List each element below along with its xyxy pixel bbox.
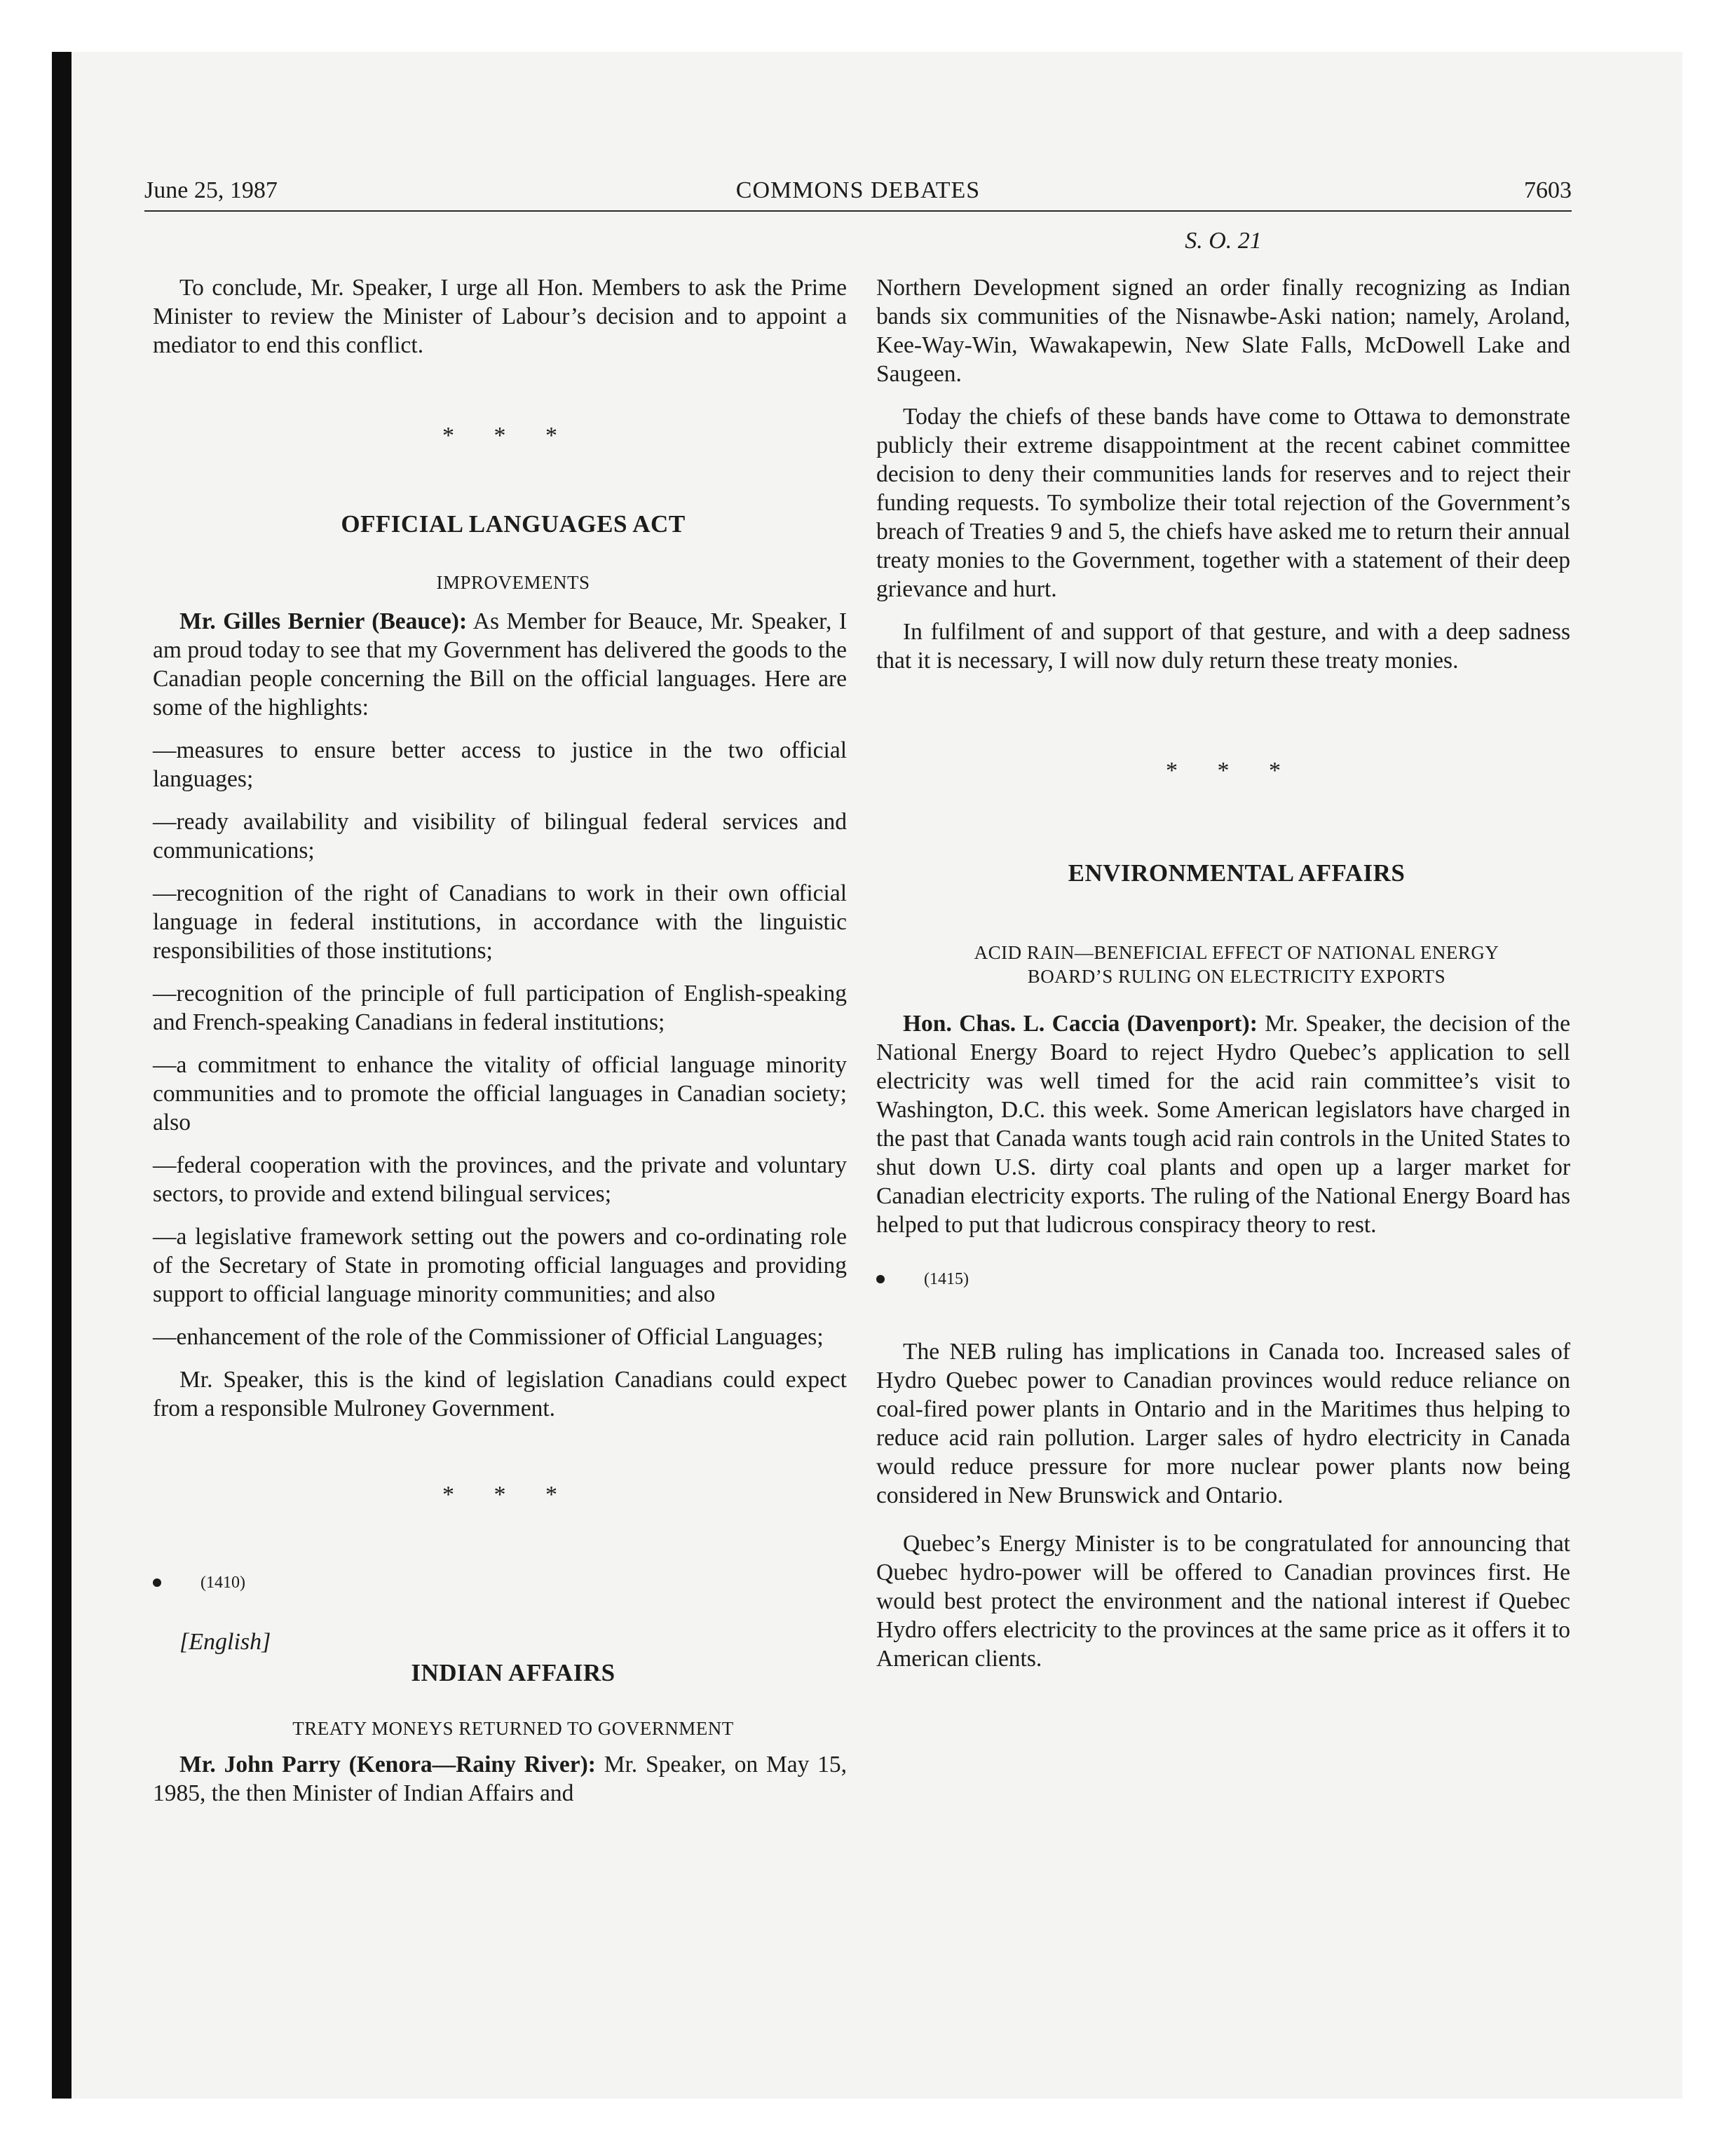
- section-heading-official-languages: OFFICIAL LANGUAGES ACT: [341, 510, 686, 538]
- speech-text: Mr. Speaker, on May 15, 1985, the then Minister of Indian Affairs and: [153, 1752, 848, 1806]
- header-title: COMMONS DEBATES: [735, 177, 981, 203]
- highlight-item: —enhancement of the role of the Commissioner of Official Languages;: [153, 1324, 824, 1350]
- section-heading-indian-affairs: INDIAN AFFAIRS: [411, 1659, 615, 1686]
- paragraph: Quebec’s Energy Minister is to be congratulated for announcing that Quebec hydro-power will be offered to Canadian provinces first. He would best protect the environment and the national interest if Quebec Hydro offers electricity to the provinces at the same price as it offers it to American clients.: [876, 1531, 1570, 1672]
- time-marker: [153, 1571, 847, 1595]
- intro-paragraph: To conclude, Mr. Speaker, I urge all Hon. Members to ask the Prime Minister to review the Minister of Labour’s decision and to appoint a mediator to end this conflict.: [153, 275, 847, 358]
- speech-paragraph: [876, 1009, 1570, 1239]
- paragraph: The NEB ruling has implications in Canada too. Increased sales of Hydro Quebec power to Canadian provinces would reduce reliance on coal-fired power plants in Ontario and in the Maritimes thus helping to reduce acid rain pollution. Larger sales of hydro electricity in Canada would reduce pressure for more nuclear power plants now being considered in New Brunswick and Ontario.: [876, 1339, 1570, 1508]
- running-header: [144, 175, 1572, 212]
- highlight-item: —recognition of the principle of full participation of English-speaking and French-speaking Canadians in federal institutions;: [153, 981, 847, 1035]
- binding-edge: [52, 52, 72, 2099]
- section-heading-environmental-affairs: ENVIRONMENTAL AFFAIRS: [1068, 859, 1406, 887]
- speech-text: As Member for Beauce, Mr. Speaker, I am proud today to see that my Government has delivered the goods to the Canadian people concerning the Bill on the official languages. Here are some of the highlights:: [153, 608, 847, 721]
- header-date: June 25, 1987: [144, 177, 278, 203]
- time-marker-text: (1410): [200, 1574, 245, 1592]
- closing-paragraph: Mr. Speaker, this is the kind of legislation Canadians could expect from a responsible Mulroney Government.: [153, 1367, 847, 1421]
- language-marker: [English]: [179, 1629, 271, 1655]
- subheading-treaty-moneys: TREATY MONEYS RETURNED TO GOVERNMENT: [292, 1718, 734, 1739]
- speaker-name: Mr. John Parry (Kenora—Rainy River):: [179, 1752, 596, 1778]
- speech-paragraph: [153, 1750, 847, 1808]
- bullet-dot-icon: [876, 1275, 885, 1283]
- highlight-item: —ready availability and visibility of bilingual federal services and communications;: [153, 809, 847, 864]
- right-column: [876, 273, 1570, 1687]
- section-separator: * * *: [442, 423, 574, 449]
- highlight-item: —measures to ensure better access to justice in the two official languages;: [153, 737, 847, 792]
- time-marker: [876, 1267, 1570, 1291]
- highlight-item: —a legislative framework setting out the powers and co-ordinating role of the Secretary of State in promoting official languages and providing support to official language minority communities; and also: [153, 1224, 847, 1307]
- section-separator: * * *: [1166, 758, 1298, 784]
- speech-paragraph: [153, 607, 847, 722]
- subheading-acid-rain: ACID RAIN—BENEFICIAL EFFECT OF NATIONAL ENERGY: [974, 942, 1499, 963]
- highlight-item: —federal cooperation with the provinces, and the private and voluntary sectors, to provide and extend bilingual services;: [153, 1152, 847, 1207]
- bullet-dot-icon: [153, 1578, 161, 1587]
- speaker-name: Hon. Chas. L. Caccia (Davenport):: [903, 1011, 1258, 1037]
- section-separator: * * *: [442, 1482, 574, 1508]
- subheading-acid-rain-continued: BOARD’S RULING ON ELECTRICITY EXPORTS: [1027, 966, 1446, 987]
- paragraph: Today the chiefs of these bands have come to Ottawa to demonstrate publicly their extreme disappointment at the recent cabinet committee decision to deny their communities lands for reserves and to reject their funding requests. To symbolize their total rejection of the Government’s breach of Treaties 9 and 5, the chiefs have asked me to return their annual treaty monies to the Government, together with a statement of their deep grievance and hurt.: [876, 404, 1570, 602]
- highlight-item: —a commitment to enhance the vitality of official language minority communities and to promote the official languages in Canadian society; also: [153, 1052, 847, 1135]
- subheading-improvements: IMPROVEMENTS: [436, 572, 590, 593]
- section-marker: S. O. 21: [1185, 228, 1262, 254]
- paragraph: In fulfilment of and support of that gesture, and with a deep sadness that it is necessary, I will now duly return these treaty monies.: [876, 619, 1570, 674]
- speech-text: Mr. Speaker, the decision of the National Energy Board to reject Hydro Quebec’s application to sell electricity was well timed for the acid rain committee’s visit to Washington, D.C. this week. Some American legislators have charged in the past that Canada wants tough acid rain controls in the United States to shut down U.S. dirty coal plants and open up a larger market for Canadian electricity exports. The ruling of the National Energy Board has helped to put that ludicrous conspiracy theory to rest.: [876, 1011, 1570, 1238]
- header-page-number: 7603: [1524, 177, 1572, 203]
- time-marker-text: (1415): [924, 1270, 969, 1288]
- continuation-paragraph: Northern Development signed an order finally recognizing as Indian bands six communities of the Nisnawbe-Aski nation; namely, Aroland, Kee-Way-Win, Wawakapewin, New Slate Falls, McDowell Lake and Saugeen.: [876, 275, 1570, 387]
- speaker-name: Mr. Gilles Bernier (Beauce):: [179, 608, 468, 634]
- highlight-item: —recognition of the right of Canadians to work in their own official language in federal institutions, in accordance with the linguistic responsibilities of those institutions;: [153, 880, 847, 964]
- left-column: [153, 273, 847, 1822]
